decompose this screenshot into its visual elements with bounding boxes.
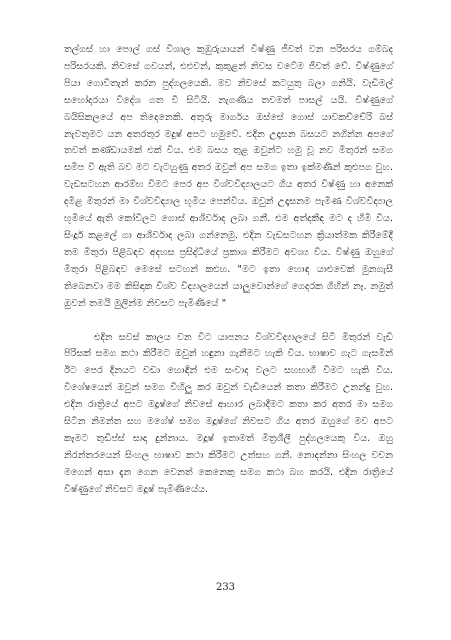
page-number: 233 (215, 582, 236, 593)
body-paragraph-2: එදින සවස් කාලය වන විට යාපනය විශ්වවිද්‍යාලයේ සිටි මිතුරන් වැඩි පිරිසක් සමග කථා කිරීමට ඔවුන් හඳුනා ගැනීමට හැකි විය. භාෂාව ගැට ගැසමින් ඊට පෙර දිනයට වඩා හොඳින් එම සංවාද වලට සහභාගී වීමට හැකි විය. විශේෂයෙන් ඔවුන් සමග විහිලු කර ඔවුන් වැඩියෙන් කතා කිරීමට උනන්දු වුහ. එදින රාත්‍රියේ අපට මදූෂ්ගේ නිවසේ ආහාර ලබාදීමට කතා කර අතර මා සමග සිටින නිමන්ත සහ මගේෂ් සමග මදූෂ්ගේ නිවසට ගිය අතර ඔහුගේ මව අපට කෑමට තුඩිප්ස් සාදා දුන්නාය. මදූෂ් ඉතාමත් මිත්‍රශීලී පුද්ගලයෙකු විය. ඔහු නිරන්තරයෙන් සිංහල භාෂාව කථා කිරීමට උත්සහ ගනී. නොදන්නා සිංහල වචන මගෙන් අසා දැන ගෙන වෙනත් කෙනෙකු සමග කථා බහ කරයි. එදින රාත්‍රියේ විෂ්ණුගේ නිවසට මදූෂ් පැමිණියේය. (64, 331, 393, 495)
body-paragraph-1: තල්ගස් හා පොල් ගස් විශාල කුඹුරුයායන් විෂ්ණු ජීවත් වන පරිසරය ගම්බද පරිසරයකි. නිවසේ ගවයන්, එළුවන්, කුකුළන් නිවස වටේම ජීවත් වේ. විෂ්ණුගේ පියා ගොවිතැන් කරන පුද්ගලයෙකි. මව නිවසේ කටයුතු බලා ගනියි. වැඩිමල් සහෝදරයා විදේශ ගත වී සිටියි. නැගණිය තවමත් පාසල් යයි. විෂ්ණුගේ බයිසිකලයේ අප තිදෙනෙකි. අතුරු මාර්ගය ඔස්සේ ගොස් යාවකච්චේරි බස් නැවතුමට යන අතරතුර මදුෂ් අපට හමුවේ. එදින උදෑසන බසයට නගින්න අපගේ තවත් කණ්ඩායමක් එක් විය. එම බසය තුළ ඔවුන්ට හමු වූ නව මිතුරන් සමග සමීප වී ඇති බව මට වැටහුණු අතර ඔවුන් අප සමග ඉතා ඉක්මණින් කුළුපග වුහ. වැඩසටහන ආරම්භ වීමට පෙර අප විශ්වවිද්‍යාලයට ගිය අතර විෂ්ණු හා අනෙක් දමිළ මිතුරන් මා විශ්වවිද්‍යාල භූමිය පෙන්වීය. ඔවුන් උදෑසනම පැමිණ විශ්වවිද්‍යාල භූමියේ ඇති කෝවිලට ගොස් ආශිර්වාද ලබා ගනී. එම අත්දකීඳ මට ද හිමි විය. සිංදූර් කළලේ ගා ආශිර්වාද ලබා ගන්නෙමු. එදින වැඩසටහන ක්‍රියාත්මක කිරීමේදී තම මිතුරා පිළිබඳව අදහස ප්‍රසිද්ධියේ ප්‍රකාශ කිරීමට අවශ්‍ය විය. විෂ්ණු ඔහුගේ මිතුරා පිළිබඳව මෙසේ සටහන් කළුහ. "මට ඉතා හොඳ යාළුවෙක් මුනගැසී තිබෙනවා මම කිසිඳාක විශ්ව විද්‍යාලයෙන් යාලුවොන්ගේ ගෙදරක ගිහින් නෑ. නමුත් ඔුවන් තමයි මුලින්ම නිවසට පැමිණියේ " (64, 44, 393, 309)
paragraph-spacer (64, 313, 393, 330)
